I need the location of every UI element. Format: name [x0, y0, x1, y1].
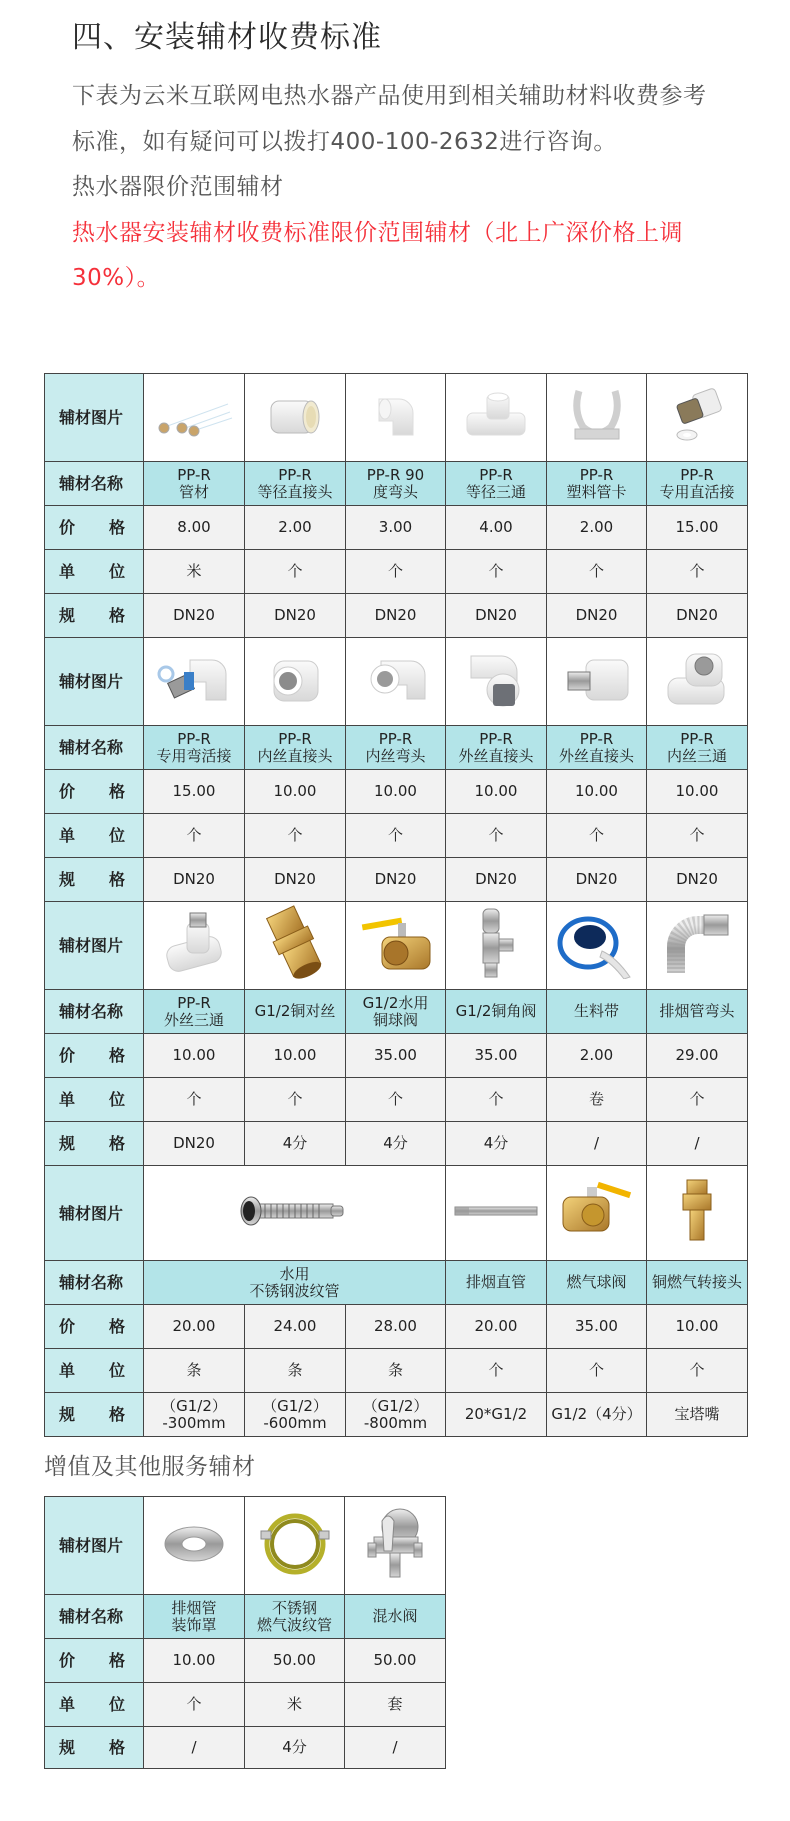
item-spec: （G1/2） -300mm — [144, 1393, 245, 1437]
gas-ball-valve-icon — [557, 1181, 637, 1241]
item-name: PP-R 外丝直接头 — [547, 726, 647, 770]
item-name: PP-R 等径直接头 — [245, 462, 346, 506]
row-label-name: 辅材名称 — [45, 462, 144, 506]
item-unit: 个 — [144, 1683, 245, 1727]
male-tee-icon — [159, 909, 229, 979]
item-price: 24.00 — [245, 1305, 346, 1349]
item-name: 铜燃气转接头 — [647, 1261, 748, 1305]
ppr-tee-icon — [461, 389, 531, 443]
item-spec: DN20 — [547, 858, 647, 902]
item-unit: 条 — [245, 1349, 346, 1393]
hose-barb-adapter-icon — [679, 1178, 715, 1244]
row-label-image: 辅材图片 — [45, 1497, 144, 1595]
row-label-unit: 单 位 — [45, 814, 144, 858]
item-name: PP-R 专用弯活接 — [144, 726, 245, 770]
image-row — [45, 638, 748, 726]
item-name: 水用 不锈钢波纹管 — [144, 1261, 446, 1305]
unit-row — [45, 550, 748, 594]
row-label-image: 辅材图片 — [45, 638, 144, 726]
item-price: 28.00 — [346, 1305, 446, 1349]
intro-block — [72, 74, 712, 302]
item-spec: DN20 — [647, 858, 748, 902]
item-unit: 个 — [647, 550, 748, 594]
pipe-clip-icon — [567, 385, 627, 447]
item-name: G1/2铜对丝 — [245, 990, 346, 1034]
unit-row — [45, 1349, 748, 1393]
gas-hose-coil-icon — [255, 1507, 335, 1581]
item-spec: （G1/2） -800mm — [346, 1393, 446, 1437]
female-coupling-icon — [260, 651, 330, 709]
price-row — [45, 770, 748, 814]
spec-row — [45, 1727, 446, 1769]
row-label-spec: 规 格 — [45, 858, 144, 902]
item-spec: 宝塔嘴 — [647, 1393, 748, 1437]
row-label-unit: 单 位 — [45, 1078, 144, 1122]
item-spec: 20*G1/2 — [446, 1393, 547, 1437]
flue-elbow-icon — [662, 911, 732, 977]
item-spec: DN20 — [547, 594, 647, 638]
name-row — [45, 1595, 446, 1639]
row-label-name: 辅材名称 — [45, 1261, 144, 1305]
name-row — [45, 1261, 748, 1305]
item-name: PP-R 内丝三通 — [647, 726, 748, 770]
item-spec: DN20 — [346, 858, 446, 902]
female-tee-icon — [662, 648, 732, 712]
item-unit: 条 — [144, 1349, 245, 1393]
row-label-image: 辅材图片 — [45, 902, 144, 990]
item-price: 29.00 — [647, 1034, 748, 1078]
item-price: 50.00 — [345, 1639, 446, 1683]
unit-row — [45, 814, 748, 858]
item-spec: / — [144, 1727, 245, 1769]
unit-row — [45, 1078, 748, 1122]
item-unit: 个 — [446, 550, 547, 594]
row-label-image: 辅材图片 — [45, 374, 144, 462]
item-spec: 4分 — [245, 1727, 345, 1769]
item-unit: 个 — [346, 550, 446, 594]
row-label-spec: 规 格 — [45, 1393, 144, 1437]
corrugated-hose-icon — [235, 1191, 355, 1231]
image-row — [45, 902, 748, 990]
male-coupling-icon — [560, 652, 634, 708]
item-price: 3.00 — [346, 506, 446, 550]
item-spec: 4分 — [346, 1122, 446, 1166]
row-label-price: 价 格 — [45, 506, 144, 550]
row-label-image: 辅材图片 — [45, 1166, 144, 1261]
angle-valve-icon — [471, 907, 521, 981]
item-unit: 个 — [245, 550, 346, 594]
item-price: 10.00 — [647, 1305, 748, 1349]
item-name: PP-R 塑料管卡 — [547, 462, 647, 506]
item-price: 2.00 — [547, 1034, 647, 1078]
item-spec: （G1/2） -600mm — [245, 1393, 346, 1437]
item-spec: DN20 — [144, 858, 245, 902]
item-price: 15.00 — [647, 506, 748, 550]
name-row — [45, 462, 748, 506]
item-unit: 个 — [446, 1349, 547, 1393]
item-price: 10.00 — [144, 1639, 245, 1683]
item-spec: DN20 — [446, 594, 547, 638]
item-unit: 个 — [547, 814, 647, 858]
female-elbow-icon — [361, 651, 431, 709]
intro-text: 下表为云米互联网电热水器产品使用到相关辅助材料收费参考标准，如有疑问可以拨打400-100-2632进行咨询。 — [72, 83, 707, 155]
item-name: 混水阀 — [345, 1595, 446, 1639]
item-spec: 4分 — [446, 1122, 547, 1166]
item-unit: 个 — [547, 1349, 647, 1393]
item-unit: 个 — [647, 1349, 748, 1393]
ppr-coupling-icon — [265, 391, 325, 441]
item-spec: DN20 — [446, 858, 547, 902]
item-name: PP-R 外丝三通 — [144, 990, 245, 1034]
item-unit: 个 — [144, 814, 245, 858]
fee-table-main — [44, 373, 748, 1437]
mixing-valve-icon — [360, 1503, 430, 1585]
item-spec: DN20 — [245, 858, 346, 902]
name-row — [45, 990, 748, 1034]
item-unit: 米 — [245, 1683, 345, 1727]
item-unit: 卷 — [547, 1078, 647, 1122]
price-row — [45, 1639, 446, 1683]
row-label-name: 辅材名称 — [45, 1595, 144, 1639]
item-price: 2.00 — [547, 506, 647, 550]
row-label-price: 价 格 — [45, 1305, 144, 1349]
item-spec: G1/2（4分） — [547, 1393, 647, 1437]
item-price: 20.00 — [446, 1305, 547, 1349]
item-price: 50.00 — [245, 1639, 345, 1683]
item-price: 10.00 — [245, 1034, 346, 1078]
image-row — [45, 374, 748, 462]
item-name: 排烟管 装饰罩 — [144, 1595, 245, 1639]
item-name: 排烟直管 — [446, 1261, 547, 1305]
row-label-unit: 单 位 — [45, 1349, 144, 1393]
male-elbow-icon — [461, 648, 531, 712]
spec-row — [45, 594, 748, 638]
item-spec: DN20 — [144, 594, 245, 638]
item-price: 35.00 — [446, 1034, 547, 1078]
item-name: PP-R 专用直活接 — [647, 462, 748, 506]
item-name: PP-R 90 度弯头 — [346, 462, 446, 506]
item-unit: 个 — [245, 814, 346, 858]
flue-straight-pipe-icon — [453, 1204, 539, 1218]
item-unit: 个 — [346, 814, 446, 858]
item-name: PP-R 等径三通 — [446, 462, 547, 506]
unit-row — [45, 1683, 446, 1727]
brass-nipple-icon — [260, 905, 330, 983]
row-label-spec: 规 格 — [45, 1727, 144, 1769]
subtitle-text: 热水器限价范围辅材 — [72, 174, 284, 200]
item-price: 10.00 — [446, 770, 547, 814]
image-row — [45, 1166, 748, 1261]
item-name: PP-R 管材 — [144, 462, 245, 506]
item-price: 10.00 — [245, 770, 346, 814]
spec-row — [45, 1393, 748, 1437]
item-name: 生料带 — [547, 990, 647, 1034]
page-title: 四、安装辅材收费标准 — [72, 20, 382, 55]
item-unit: 套 — [345, 1683, 446, 1727]
item-unit: 条 — [346, 1349, 446, 1393]
item-spec: / — [647, 1122, 748, 1166]
price-row — [45, 506, 748, 550]
spec-row — [45, 858, 748, 902]
item-spec: 4分 — [245, 1122, 346, 1166]
row-label-unit: 单 位 — [45, 550, 144, 594]
image-row — [45, 1497, 446, 1595]
price-notice: 热水器安装辅材收费标准限价范围辅材（北上广深价格上调30%）。 — [72, 219, 683, 291]
item-price: 2.00 — [245, 506, 346, 550]
row-label-price: 价 格 — [45, 1034, 144, 1078]
ptfe-tape-icon — [554, 909, 640, 979]
item-name: 不锈钢 燃气波纹管 — [245, 1595, 345, 1639]
item-spec: DN20 — [144, 1122, 245, 1166]
flue-cover-ring-icon — [162, 1524, 226, 1564]
elbow-union-icon — [154, 652, 234, 708]
row-label-price: 价 格 — [45, 1639, 144, 1683]
item-unit: 个 — [446, 814, 547, 858]
item-unit: 米 — [144, 550, 245, 594]
item-price: 10.00 — [144, 1034, 245, 1078]
brass-ball-valve-icon — [356, 909, 436, 979]
item-spec: DN20 — [346, 594, 446, 638]
price-row — [45, 1305, 748, 1349]
item-price: 4.00 — [446, 506, 547, 550]
item-spec: / — [547, 1122, 647, 1166]
item-price: 20.00 — [144, 1305, 245, 1349]
row-label-name: 辅材名称 — [45, 726, 144, 770]
item-unit: 个 — [547, 550, 647, 594]
item-unit: 个 — [446, 1078, 547, 1122]
item-name: G1/2铜角阀 — [446, 990, 547, 1034]
item-name: PP-R 内丝弯头 — [346, 726, 446, 770]
section-title-extra: 增值及其他服务辅材 — [44, 1454, 256, 1480]
row-label-spec: 规 格 — [45, 1122, 144, 1166]
item-spec: DN20 — [647, 594, 748, 638]
item-name: G1/2水用 铜球阀 — [346, 990, 446, 1034]
item-price: 10.00 — [647, 770, 748, 814]
ppr-elbow-icon — [371, 391, 421, 441]
item-price: 35.00 — [346, 1034, 446, 1078]
fee-table-extra — [44, 1496, 446, 1769]
item-price: 8.00 — [144, 506, 245, 550]
item-unit: 个 — [245, 1078, 346, 1122]
item-spec: / — [345, 1727, 446, 1769]
item-price: 10.00 — [346, 770, 446, 814]
item-price: 35.00 — [547, 1305, 647, 1349]
row-label-price: 价 格 — [45, 770, 144, 814]
item-price: 10.00 — [547, 770, 647, 814]
item-price: 15.00 — [144, 770, 245, 814]
ppr-pipe-icon — [154, 394, 234, 438]
item-spec: DN20 — [245, 594, 346, 638]
item-name: PP-R 外丝直接头 — [446, 726, 547, 770]
item-unit: 个 — [346, 1078, 446, 1122]
row-label-spec: 规 格 — [45, 594, 144, 638]
row-label-name: 辅材名称 — [45, 990, 144, 1034]
item-name: PP-R 内丝直接头 — [245, 726, 346, 770]
name-row — [45, 726, 748, 770]
item-name: 燃气球阀 — [547, 1261, 647, 1305]
union-connector-icon — [667, 385, 727, 447]
item-unit: 个 — [144, 1078, 245, 1122]
spec-row — [45, 1122, 748, 1166]
item-unit: 个 — [647, 814, 748, 858]
price-row — [45, 1034, 748, 1078]
item-unit: 个 — [647, 1078, 748, 1122]
item-name: 排烟管弯头 — [647, 990, 748, 1034]
row-label-unit: 单 位 — [45, 1683, 144, 1727]
